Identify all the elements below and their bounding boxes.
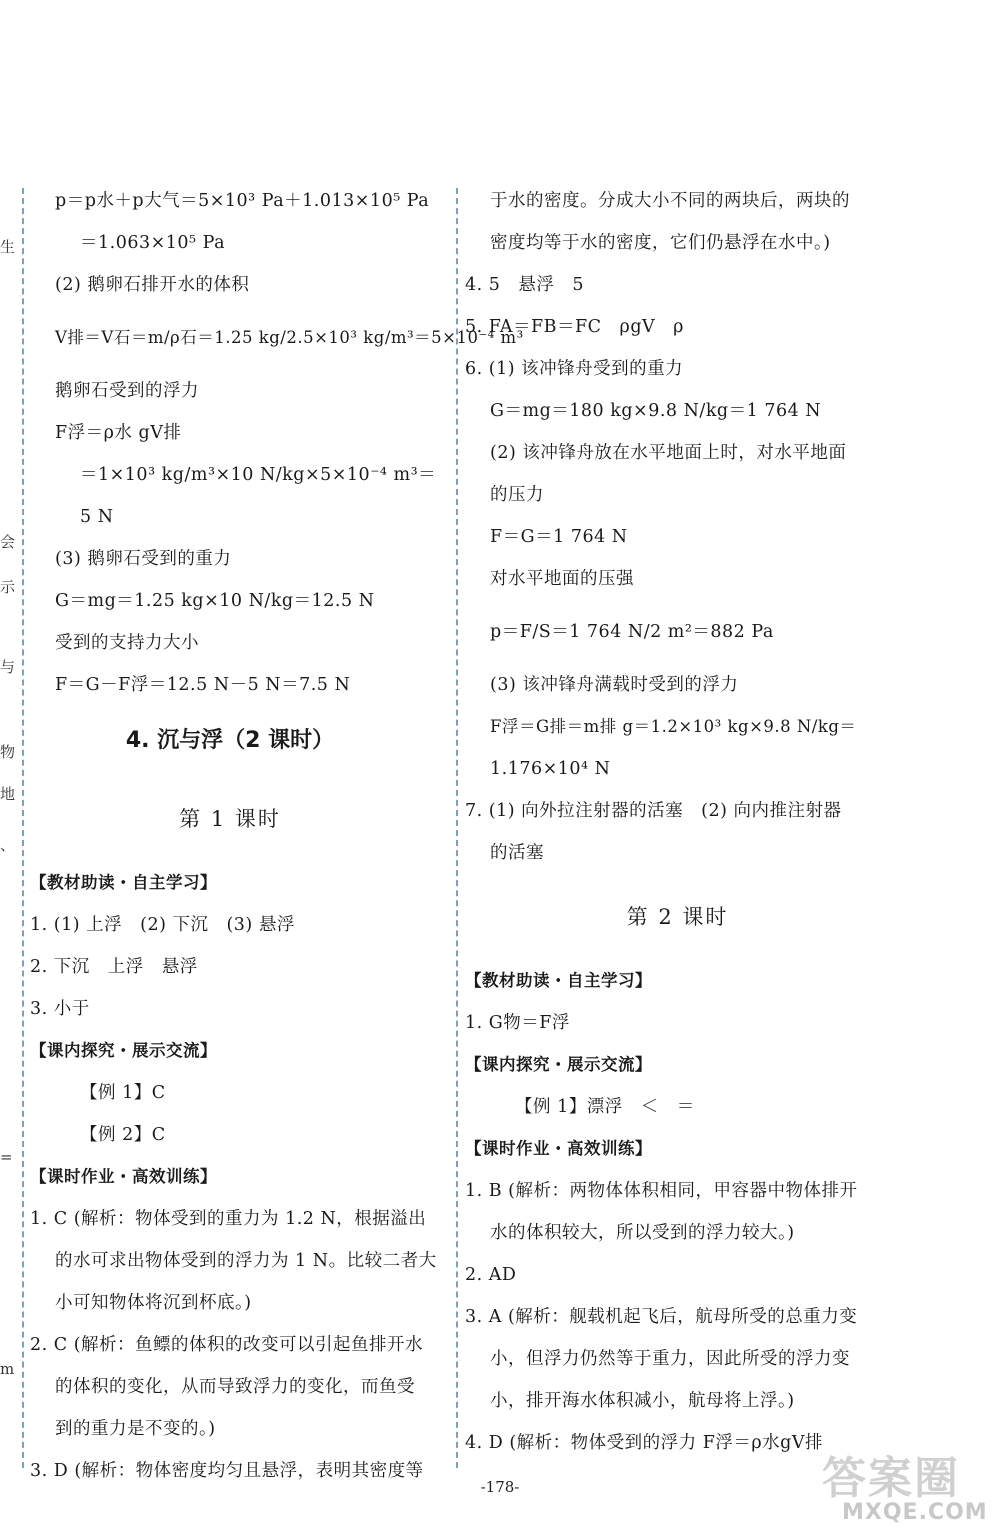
right-column <box>465 180 890 1464</box>
formula-line: 1.176×10⁴ N <box>490 759 611 779</box>
answer-line: 3. A (解析：舰载机起飞后，航母所受的总重力变 <box>465 1307 858 1327</box>
edge-glyph: 、 <box>0 836 16 854</box>
answer-line: 的水可求出物体受到的浮力为 1 N。比较二者大 <box>55 1251 437 1271</box>
answer-line: 的体积的变化，从而导致浮力的变化，而鱼受 <box>55 1377 415 1397</box>
answer-line: 1. C (解析：物体受到的重力为 1.2 N，根据溢出 <box>30 1209 427 1229</box>
example-answer: 【例 1】C <box>80 1083 166 1103</box>
answer-line: 5. FA＝FB＝FC ρgV ρ <box>465 317 684 337</box>
text-line: 受到的支持力大小 <box>55 633 199 653</box>
edge-glyph: 会 <box>0 533 16 551</box>
section-tag: 【课内探究・展示交流】 <box>30 1041 217 1060</box>
answer-line: 小可知物体将沉到杯底。) <box>55 1293 252 1313</box>
formula-line: G＝mg＝180 kg×9.8 N/kg＝1 764 N <box>490 401 822 421</box>
formula-line: p＝F/S＝1 764 N/2 m²＝882 Pa <box>490 622 774 642</box>
answer-line: 2. C (解析：鱼鳔的体积的改变可以引起鱼排开水 <box>30 1335 424 1355</box>
formula-line: 5 N <box>80 507 114 527</box>
answer-line: 3. D (解析：物体密度均匀且悬浮，表明其密度等 <box>30 1461 424 1481</box>
edge-glyph: 示 <box>0 578 16 596</box>
watermark-logo: 答案圈 <box>822 1453 960 1504</box>
answer-line: 水的体积较大，所以受到的浮力较大。) <box>490 1223 795 1243</box>
column-divider <box>456 188 458 1468</box>
answer-line: 4. D (解析：物体受到的浮力 F浮＝ρ水gV排 <box>465 1433 824 1453</box>
formula-line: F＝G＝1 764 N <box>490 527 628 547</box>
answer-line: 1. G物＝F浮 <box>465 1013 570 1033</box>
edge-glyph: 物 <box>0 743 16 761</box>
text-line: 鹅卵石受到的浮力 <box>55 381 199 401</box>
formula-line: ＝1×10³ kg/m³×10 N/kg×5×10⁻⁴ m³＝ <box>80 465 437 485</box>
answer-line: 6. (1) 该冲锋舟受到的重力 <box>465 359 684 379</box>
formula-line: ＝1.063×10⁵ Pa <box>80 233 226 253</box>
edge-glyph: m <box>0 1360 15 1378</box>
answer-line: 1. (1) 上浮 (2) 下沉 (3) 悬浮 <box>30 915 295 935</box>
edge-glyph: 地 <box>0 785 16 803</box>
answer-line: 到的重力是不变的。) <box>55 1419 216 1439</box>
answer-line: 1. B (解析：两物体体积相同，甲容器中物体排开 <box>465 1181 858 1201</box>
section-tag: 【教材助读・自主学习】 <box>30 873 217 892</box>
answer-line: 密度均等于水的密度，它们仍悬浮在水中。) <box>490 233 831 253</box>
formula-line: p＝p水＋p大气＝5×10³ Pa＋1.013×10⁵ Pa <box>55 191 430 211</box>
section-tag: 【课时作业・高效训练】 <box>465 1139 652 1158</box>
text-line: (2) 鹅卵石排开水的体积 <box>55 275 250 295</box>
formula-line: F浮＝ρ水 gV排 <box>55 423 182 443</box>
answer-line: 的活塞 <box>490 843 544 863</box>
answer-line: 4. 5 悬浮 5 <box>465 275 585 295</box>
section-title: 4. 沉与浮（2 课时） <box>125 728 335 753</box>
text-line: (3) 鹅卵石受到的重力 <box>55 549 232 569</box>
answer-line: 小，但浮力仍然等于重力，因此所受的浮力变 <box>490 1349 850 1369</box>
lesson-heading: 第 1 课时 <box>179 807 281 831</box>
answer-line: 2. AD <box>465 1265 517 1285</box>
watermark-url: MXQE.COM <box>842 1500 988 1525</box>
answer-line: 的压力 <box>490 485 544 505</box>
answer-line: 2. 下沉 上浮 悬浮 <box>30 957 198 977</box>
formula-line: V排＝V石＝m/ρ石＝1.25 kg/2.5×10³ kg/m³＝5×10⁻⁴ m³ <box>55 328 524 347</box>
answer-line: 对水平地面的压强 <box>490 569 634 589</box>
formula-line: G＝mg＝1.25 kg×10 N/kg＝12.5 N <box>55 591 375 611</box>
answer-line: (2) 该冲锋舟放在水平地面上时，对水平地面 <box>490 443 847 463</box>
answer-line: 3. 小于 <box>30 999 90 1019</box>
section-tag: 【课时作业・高效训练】 <box>30 1167 217 1186</box>
section-tag: 【课内探究・展示交流】 <box>465 1055 652 1074</box>
formula-line: F＝G－F浮＝12.5 N－5 N＝7.5 N <box>55 675 351 695</box>
edge-glyph: 与 <box>0 658 16 676</box>
answer-line: 7. (1) 向外拉注射器的活塞 (2) 向内推注射器 <box>465 801 842 821</box>
answer-line: (3) 该冲锋舟满载时受到的浮力 <box>490 675 739 695</box>
section-tag: 【教材助读・自主学习】 <box>465 971 652 990</box>
formula-line: F浮＝G排＝m排 g＝1.2×10³ kg×9.8 N/kg＝ <box>490 717 857 736</box>
edge-glyph: = <box>0 1148 13 1166</box>
page-number: -178- <box>480 1478 520 1496</box>
example-answer: 【例 2】C <box>80 1125 166 1145</box>
answer-line: 于水的密度。分成大小不同的两块后，两块的 <box>490 191 850 211</box>
edge-glyph: 生 <box>0 238 16 256</box>
answer-line: 小，排开海水体积减小，航母将上浮。) <box>490 1391 795 1411</box>
lesson-heading: 第 2 课时 <box>626 905 729 929</box>
example-answer: 【例 1】漂浮 ＜ ＝ <box>515 1097 695 1117</box>
left-margin-rule <box>22 188 24 1468</box>
